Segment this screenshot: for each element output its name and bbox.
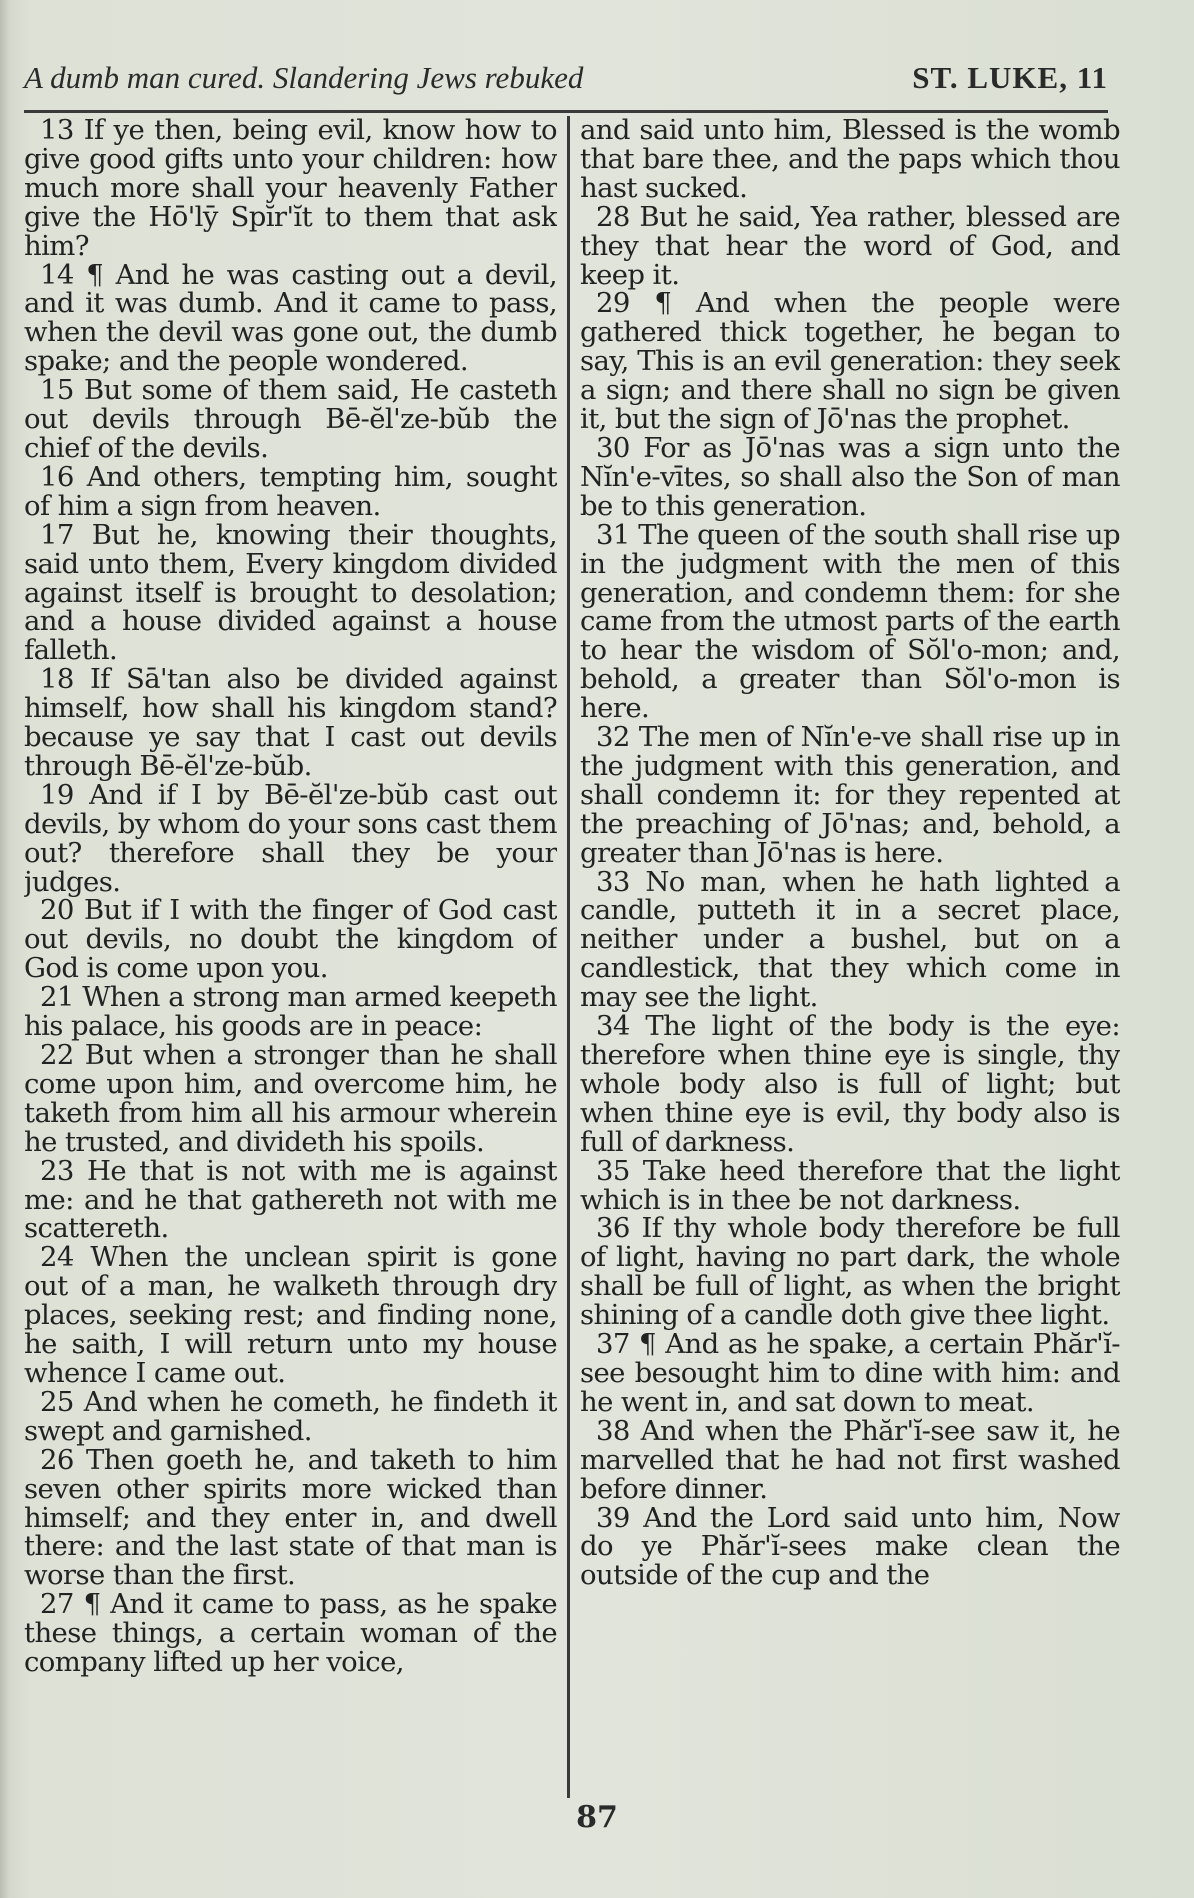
page-number: 87 [576,1800,618,1835]
verse-continuation: and said unto him, Blessed is the womb that bare thee, and the paps which thou hast sucked. [580,116,1120,204]
verse: 36 If thy whole body therefore be full of light, having no part dark, the whole shall be full of light, as when the bright shining of a candle doth give thee light. [580,1212,1120,1332]
verse: 19 And if I by Bē-ĕl'ze-bŭb cast out devils, by whom do your sons cast them out? therefore shall they be your judges. [24,778,557,898]
column-divider [567,116,570,1798]
page-binding-edge [0,0,10,1898]
verse: 28 But he said, Yea rather, blessed are they that hear the word of God, and keep it. [580,200,1120,291]
verse: 26 Then goeth he, and taketh to him seven other spirits more wicked than himself; and they enter in, and dwell there: and the last state of that man is worse than the first. [24,1443,557,1592]
verse: 16 And others, tempting him, sought of him a sign from heaven. [24,460,557,522]
verse: 35 Take heed therefore that the light which is in thee be not darkness. [580,1154,1120,1216]
verse: 34 The light of the body is the eye: therefore when thine eye is single, thy whole body also is full of light; but when thine eye is evil, thy body also is full of darkness. [580,1010,1120,1158]
verse: 18 If Sā'tan also be divided against himself, how shall his kingdom stand? because ye say that I cast out devils through Bē-ĕl'ze-bŭb. [24,663,557,782]
right-text-column [580,116,1120,1800]
verse: 37 ¶ And as he spake, a certain Phăr'ĭ-see besought him to dine with him: and he went in, and sat down to meat. [580,1328,1120,1418]
verse: 23 He that is not with me is against me: and he that gathereth not with me scattereth. [24,1154,557,1245]
header-rule [24,110,1108,113]
verse: 27 ¶ And it came to pass, as he spake these things, a certain woman of the company lifted up her voice, [24,1588,557,1679]
running-header [24,60,1108,110]
verse: 32 The men of Nĭn'e-ve shall rise up in the judgment with this generation, and shall condemn it: for they repented at the preaching of Jō'nas; and, behold, a greater than Jō'nas is here. [580,721,1120,869]
verse: 22 But when a stronger than he shall come upon him, and overcome him, he taketh from him all his armour wherein he trusted, and divideth his spoils. [24,1039,557,1158]
verse: 38 And when the Phăr'ĭ-see saw it, he marvelled that he had not first washed before dinner. [580,1414,1120,1505]
verse: 30 For as Jō'nas was a sign unto the Nĭn'e-vītes, so shall also the Son of man be to this generation. [580,431,1120,522]
verse: 21 When a strong man armed keepeth his palace, his goods are in peace: [24,981,557,1043]
verse: 17 But he, knowing their thoughts, said unto them, Every kingdom divided against itself is brought to desolation; and a house divided against a house falleth. [24,518,557,667]
verse: 24 When the unclean spirit is gone out of a man, he walketh through dry places, seeking rest; and finding none, he saith, I will return unto my house whence I came out. [24,1241,557,1389]
verse: 33 No man, when he hath lighted a candle, putteth it in a secret place, neither under a bushel, but on a candlestick, that they which come in may see the light. [580,865,1120,1014]
verse: 39 And the Lord said unto him, Now do ye Phăr'ĭ-sees make clean the outside of the cup and the [580,1501,1120,1592]
verse: 15 But some of them said, He casteth out devils through Bē-ĕl'ze-bŭb the chief of the devils. [24,374,557,464]
verse: 14 ¶ And he was casting out a devil, and it was dumb. And it came to pass, when the devil was gone out, the dumb spake; and the people wondered. [24,258,557,378]
header-book-chapter: ST. LUKE, 11 [912,60,1108,95]
verse: 29 ¶ And when the people were gathered thick together, he began to say, This is an evil generation: they seek a sign; and there shall no sign be given it, but the sign of Jō'nas the prophet. [580,287,1120,436]
left-text-column [24,116,557,1800]
verse: 13 If ye then, being evil, know how to give good gifts unto your children: how much more shall your heavenly Father give the Hō'lȳ Spĭr'ĭt to them that ask him? [24,116,557,262]
verse: 20 But if I with the finger of God cast out devils, no doubt the kingdom of God is come upon you. [24,894,557,985]
header-topic: A dumb man cured. Slandering Jews rebuked [24,60,584,95]
verse: 25 And when he cometh, he findeth it swept and garnished. [24,1385,557,1447]
verse: 31 The queen of the south shall rise up in the judgment with the men of this generation, and condemn them: for she came from the utmost parts of the earth to hear the wisdom of Sŏl'o-mon; and, behold, a greater than Sŏl'o-mon is here. [580,518,1120,725]
